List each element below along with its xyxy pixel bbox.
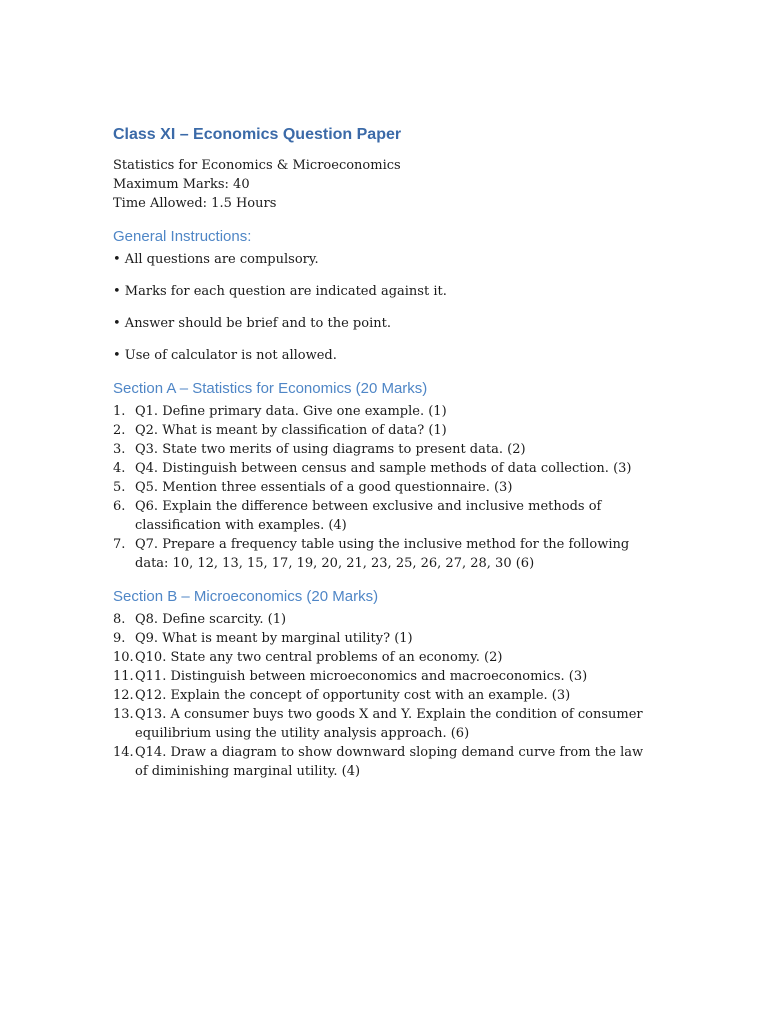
instructions-list xyxy=(113,250,653,365)
question-item xyxy=(113,667,653,686)
question-item xyxy=(113,535,653,573)
question-text: Q14. Draw a diagram to show downward sloping demand curve from the law of diminishing marginal utility. (4) xyxy=(135,745,644,779)
document-title: Class XI – Economics Question Paper xyxy=(113,126,402,143)
question-number: 7. xyxy=(113,537,126,552)
section-b-heading: Section B – Microeconomics (20 Marks) xyxy=(113,588,379,605)
question-text: Q10. State any two central problems of an economy. (2) xyxy=(135,650,503,665)
question-number: 3. xyxy=(113,442,126,457)
question-number: 2. xyxy=(113,423,126,438)
question-text: Q5. Mention three essentials of a good questionnaire. (3) xyxy=(135,480,513,495)
instruction-item: • Marks for each question are indicated against it. xyxy=(113,284,447,299)
question-number: 6. xyxy=(113,499,126,514)
question-item xyxy=(113,743,653,781)
document-content xyxy=(113,124,653,781)
question-item xyxy=(113,440,653,459)
question-number: 1. xyxy=(113,404,126,419)
question-item xyxy=(113,705,653,743)
question-text: Q3. State two merits of using diagrams to present data. (2) xyxy=(135,442,526,457)
question-number: 9. xyxy=(113,631,126,646)
question-item xyxy=(113,629,653,648)
question-number: 13. xyxy=(113,707,134,722)
question-text: Q7. Prepare a frequency table using the inclusive method for the following data: 10, 12, 13, 15, 17, 19, 20, 21, 23, 25, 26, 27, 28, 30 (6) xyxy=(135,537,630,571)
question-item xyxy=(113,459,653,478)
question-number: 14. xyxy=(113,745,134,760)
question-text: Q13. A consumer buys two goods X and Y. Explain the condition of consumer equilibrium using the utility analysis approach. (6) xyxy=(135,707,643,741)
question-item xyxy=(113,402,653,421)
section-a-heading: Section A – Statistics for Economics (20 Marks) xyxy=(113,380,428,397)
question-number: 10. xyxy=(113,650,134,665)
question-text: Q4. Distinguish between census and sample methods of data collection. (3) xyxy=(135,461,632,476)
instruction-item: • All questions are compulsory. xyxy=(113,252,319,267)
question-item xyxy=(113,421,653,440)
maximum-marks: Maximum Marks: 40 xyxy=(113,177,250,192)
question-text: Q2. What is meant by classification of data? (1) xyxy=(135,423,447,438)
question-text: Q8. Define scarcity. (1) xyxy=(135,612,287,627)
document-meta xyxy=(113,156,653,213)
question-text: Q1. Define primary data. Give one example. (1) xyxy=(135,404,447,419)
section-b-questions xyxy=(113,610,653,781)
question-item xyxy=(113,478,653,497)
section-a-questions xyxy=(113,402,653,573)
question-text: Q6. Explain the difference between exclusive and inclusive methods of classification with examples. (4) xyxy=(135,499,602,533)
question-number: 4. xyxy=(113,461,126,476)
question-number: 8. xyxy=(113,612,126,627)
instruction-item: • Answer should be brief and to the point. xyxy=(113,316,391,331)
question-text: Q11. Distinguish between microeconomics and macroeconomics. (3) xyxy=(135,669,588,684)
question-item xyxy=(113,648,653,667)
question-item xyxy=(113,497,653,535)
question-number: 5. xyxy=(113,480,126,495)
instruction-item: • Use of calculator is not allowed. xyxy=(113,348,337,363)
question-text: Q9. What is meant by marginal utility? (1) xyxy=(135,631,413,646)
document-subtitle: Statistics for Economics & Microeconomics xyxy=(113,158,401,173)
question-number: 12. xyxy=(113,688,134,703)
question-number: 11. xyxy=(113,669,134,684)
question-text: Q12. Explain the concept of opportunity cost with an example. (3) xyxy=(135,688,571,703)
instructions-heading: General Instructions: xyxy=(113,228,252,245)
question-item xyxy=(113,686,653,705)
time-allowed: Time Allowed: 1.5 Hours xyxy=(113,196,277,211)
question-item xyxy=(113,610,653,629)
